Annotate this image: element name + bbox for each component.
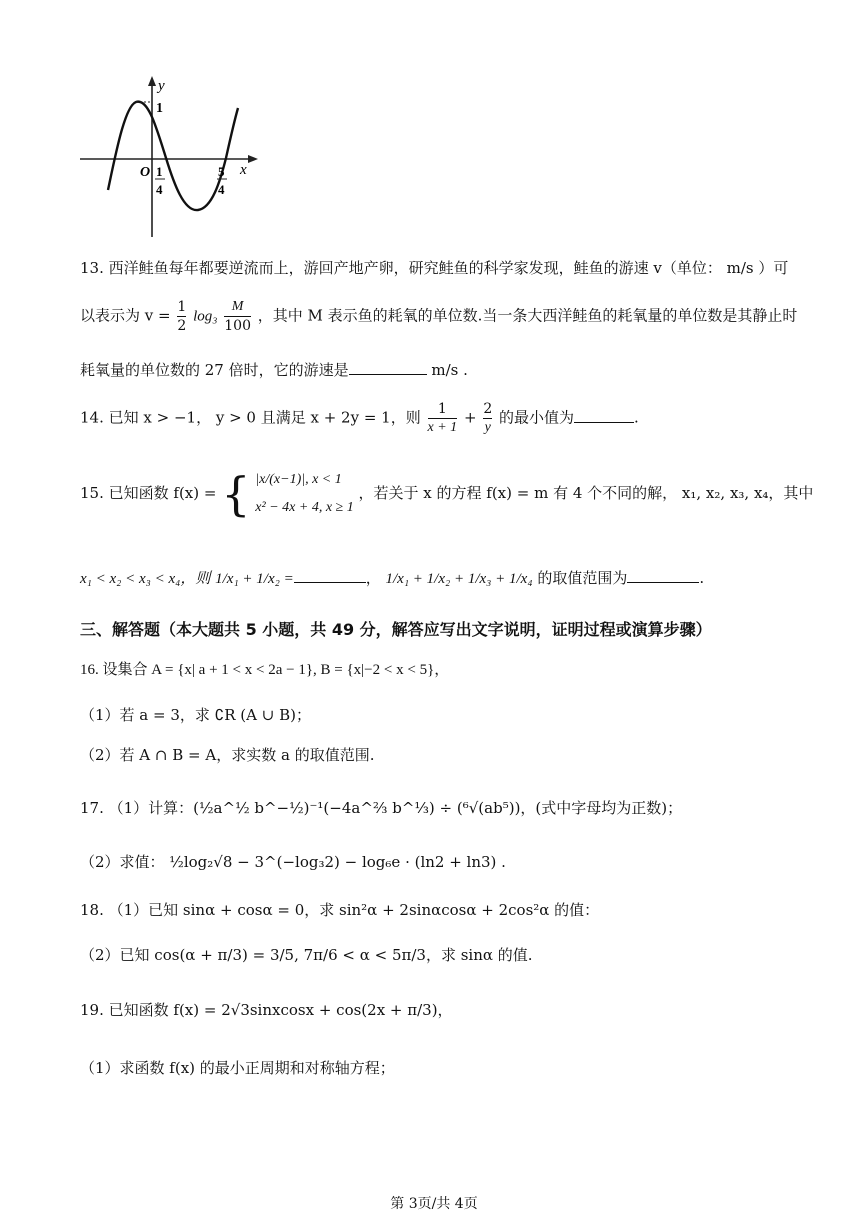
origin-label: O xyxy=(140,165,151,180)
q16-part2: （2）若 A ∩ B = A，求实数 a 的取值范围. xyxy=(80,746,375,764)
q19-part1: （1）求函数 f(x) 的最小正周期和对称轴方程； xyxy=(80,1059,395,1077)
label-1: 1 xyxy=(156,101,163,116)
axis-y-label: y xyxy=(158,78,165,94)
q13-log: log₃ xyxy=(193,308,218,325)
q14-answer-blank[interactable] xyxy=(574,406,634,423)
q13-frac1: $\frac{1}{2}$ xyxy=(177,299,187,334)
label-quarter-num: 1 xyxy=(156,164,163,179)
q15-line2: x₁ < x₂ < x₃ < x₄，则 1/x₁ + 1/x₂ = ， 1/x₁ + 1/x₂ + 1/x₃ + 1/x₄ 的取值范围为 . xyxy=(80,566,704,589)
function-graph xyxy=(70,72,270,242)
q18-part2: （2）已知 cos(α + π/3) = 3/5, 7π/6 < α < 5π/3，求 sinα 的值. xyxy=(80,946,533,964)
q13-l2b: ，其中 M 表示鱼的耗氧的单位数.当一条大西洋鲑鱼的耗氧量的单位数是其静止时 xyxy=(257,306,798,325)
q17-part2: （2）求值： ½log₂√8 − 3^(−log₃2) − log₆e · (ln2 + ln3) . xyxy=(80,853,506,871)
q15-cases: |x/(x−1)|, x < 1 x² − 4x + 4, x ≥ 1 xyxy=(255,472,354,515)
q16-main: 16. 设集合 A = {x| a + 1 < x < 2a − 1}, B = {x|−2 < x < 5}， xyxy=(80,662,450,678)
x-axis-arrow xyxy=(248,155,258,163)
axis-x-label: x xyxy=(240,162,247,178)
brace: { xyxy=(221,467,251,521)
q13-answer-blank[interactable] xyxy=(349,358,427,375)
y-axis-arrow xyxy=(148,76,156,86)
q13-line2 xyxy=(80,298,797,335)
q14-frac2: $\frac{2}{y}$ xyxy=(483,401,493,435)
label-5-4-den: 4 xyxy=(218,182,225,197)
q14-frac1: $\frac{1}{x + 1}$ xyxy=(427,401,458,435)
q15-line1: 15. 已知函数 f(x) = { |x/(x−1)|, x < 1 x² − 4x + 4, x ≥ 1 ，若关于 x 的方程 f(x) = m 有 4 个不同的解， x₁, x₂, x₃, x₄，其中 xyxy=(80,467,814,521)
q15-answer-blank-2[interactable] xyxy=(627,566,699,583)
q13-l2a: 以表示为 v = xyxy=(80,306,171,325)
q14: 14. 已知 x > −1， y > 0 且满足 x + 2y = 1，则 $\frac{1}{x + 1}$ + $\frac{2}{y}$ 的最小值为 . xyxy=(80,401,639,435)
q15-answer-blank-1[interactable] xyxy=(294,566,366,583)
section-3-heading: 三、解答题（本大题共 5 小题，共 49 分，解答应写出文字说明，证明过程或演算步骤） xyxy=(80,620,712,639)
q17-part1: 17. （1）计算：(½a^½ b^−½)⁻¹(−4a^⅔ b^⅓) ÷ (⁶√(ab⁵))，(式中字母均为正数)； xyxy=(80,799,683,817)
q13-line1: 13. 西洋鲑鱼每年都要逆流而上，游回产地产卵，研究鲑鱼的科学家发现，鲑鱼的游速 v（单位： m/s ）可 xyxy=(80,259,789,277)
page-footer: 第 3页/共 4页 xyxy=(390,1196,478,1212)
label-quarter-den: 4 xyxy=(156,182,163,197)
q16-part1: （1）若 a = 3，求 ∁R (A ∪ B)； xyxy=(80,706,311,724)
q13-frac2: $\frac{M}{100}$ xyxy=(224,299,251,334)
q19-main: 19. 已知函数 f(x) = 2√3sinxcosx + cos(2x + π/3)， xyxy=(80,1001,453,1019)
q18-part1: 18. （1）已知 sinα + cosα = 0，求 sin²α + 2sinαcosα + 2cos²α 的值： xyxy=(80,901,600,919)
q13-line3: 耗氧量的单位数的 27 倍时，它的游速是 m/s . xyxy=(80,358,468,380)
label-5-4-num: 5 xyxy=(218,164,225,179)
